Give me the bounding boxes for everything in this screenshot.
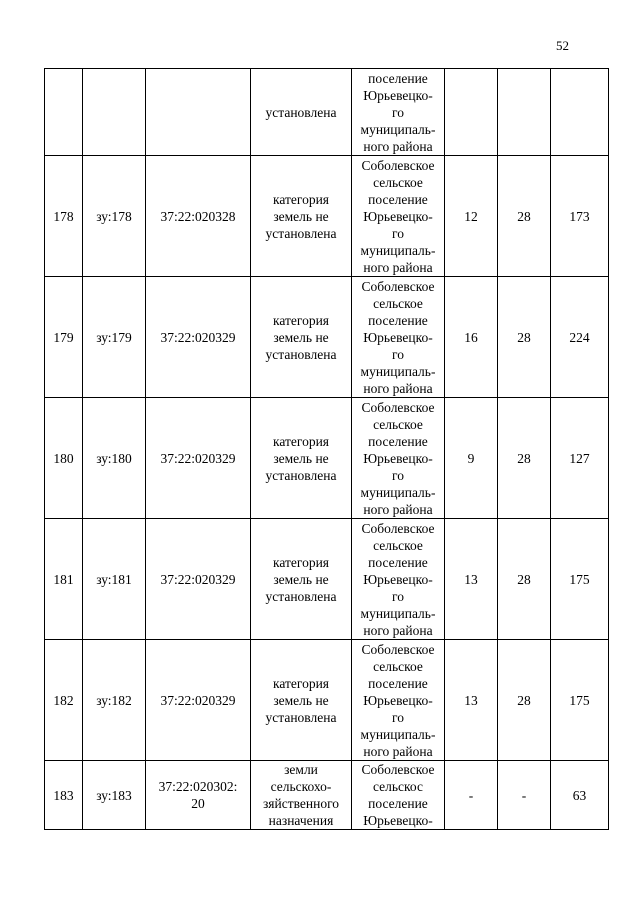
plot-id-cell bbox=[83, 69, 146, 156]
location-line: сельское bbox=[373, 174, 423, 190]
location-line: го bbox=[392, 467, 404, 483]
location-line: сельское bbox=[373, 295, 423, 311]
land-category-line: установлена bbox=[265, 225, 337, 241]
plot-id-cell: зу:181 bbox=[83, 519, 146, 640]
value-3-cell: 173 bbox=[551, 156, 609, 277]
location-line: поселение bbox=[368, 433, 428, 449]
cadastral-number-cell bbox=[146, 761, 251, 830]
row-number-cell: 182 bbox=[45, 640, 83, 761]
row-number-cell: 180 bbox=[45, 398, 83, 519]
location-line: ного района bbox=[363, 380, 433, 396]
location-line: ного района bbox=[363, 622, 433, 638]
location-line: сельскос bbox=[373, 779, 423, 794]
land-category-line: категория bbox=[272, 191, 330, 207]
land-category-line: категория bbox=[272, 312, 330, 328]
location-line: Юрьевецко- bbox=[363, 571, 433, 587]
land-category-line: категория bbox=[272, 675, 330, 691]
value-2-cell: 28 bbox=[498, 398, 551, 519]
location-line: го bbox=[392, 709, 404, 725]
location-line: поселение bbox=[368, 796, 428, 811]
location-line: поселение bbox=[368, 675, 428, 691]
location-line: поселение bbox=[368, 312, 428, 328]
location-line: муниципаль- bbox=[360, 484, 436, 500]
location-line: ного района bbox=[363, 743, 433, 759]
land-category-line: категория bbox=[272, 554, 330, 570]
land-category-line: установлена bbox=[265, 104, 337, 120]
value-2-cell: - bbox=[498, 761, 551, 830]
table-row bbox=[45, 398, 609, 519]
value-2-cell: 28 bbox=[498, 156, 551, 277]
value-3-cell bbox=[551, 69, 609, 156]
plot-id-cell: зу:179 bbox=[83, 277, 146, 398]
land-category-line: зяйственного bbox=[262, 796, 340, 811]
location-line: сельское bbox=[373, 416, 423, 432]
land-category-line: категория bbox=[272, 433, 330, 449]
location-line: Юрьевецко- bbox=[363, 450, 433, 466]
land-category-cell bbox=[251, 277, 352, 398]
land-category-line: сельскохо- bbox=[270, 779, 332, 794]
land-category-line: земель не bbox=[273, 208, 329, 224]
location-line: Юрьевецко- bbox=[363, 813, 433, 828]
land-category-line: земель не bbox=[273, 329, 329, 345]
location-cell bbox=[352, 398, 445, 519]
location-cell bbox=[352, 519, 445, 640]
land-category-line: установлена bbox=[265, 709, 337, 725]
location-line: го bbox=[392, 225, 404, 241]
value-3-cell: 63 bbox=[551, 761, 609, 830]
value-1-cell bbox=[445, 69, 498, 156]
row-number-cell bbox=[45, 69, 83, 156]
plot-id-cell: зу:182 bbox=[83, 640, 146, 761]
location-cell bbox=[352, 277, 445, 398]
plot-id-cell: зу:183 bbox=[83, 761, 146, 830]
location-line: муниципаль- bbox=[360, 242, 436, 258]
location-line: Юрьевецко- bbox=[363, 692, 433, 708]
value-3-cell: 175 bbox=[551, 640, 609, 761]
location-line: Юрьевецко- bbox=[363, 329, 433, 345]
land-category-line: назначения bbox=[268, 813, 334, 828]
location-line: поселение bbox=[368, 70, 428, 86]
value-2-cell: 28 bbox=[498, 519, 551, 640]
plot-id-cell: зу:178 bbox=[83, 156, 146, 277]
location-cell bbox=[352, 69, 445, 156]
location-line: муниципаль- bbox=[360, 121, 436, 137]
cadastral-number-line: 20 bbox=[191, 796, 205, 811]
value-2-cell: 28 bbox=[498, 640, 551, 761]
land-category-line: земель не bbox=[273, 571, 329, 587]
location-line: Соболевское bbox=[361, 157, 435, 173]
location-line: го bbox=[392, 588, 404, 604]
table-row bbox=[45, 519, 609, 640]
location-line: го bbox=[392, 104, 404, 120]
location-line: Соболевское bbox=[361, 520, 435, 536]
location-line: Соболевское bbox=[361, 641, 435, 657]
land-category-cell bbox=[251, 156, 352, 277]
location-line: сельское bbox=[373, 537, 423, 553]
cadastral-number-cell: 37:22:020329 bbox=[146, 640, 251, 761]
value-2-cell bbox=[498, 69, 551, 156]
location-line: ного района bbox=[363, 259, 433, 275]
land-category-line: земель не bbox=[273, 692, 329, 708]
location-line: муниципаль- bbox=[360, 726, 436, 742]
location-cell bbox=[352, 156, 445, 277]
location-line: поселение bbox=[368, 554, 428, 570]
location-cell bbox=[352, 640, 445, 761]
table-row-continued bbox=[45, 69, 609, 156]
land-category-cell bbox=[251, 69, 352, 156]
table-row bbox=[45, 156, 609, 277]
value-1-cell: - bbox=[445, 761, 498, 830]
cadastral-number-cell: 37:22:020329 bbox=[146, 398, 251, 519]
location-line: Соболевское bbox=[361, 762, 435, 777]
location-line: го bbox=[392, 346, 404, 362]
plot-id-cell: зу:180 bbox=[83, 398, 146, 519]
location-line: муниципаль- bbox=[360, 605, 436, 621]
value-1-cell: 12 bbox=[445, 156, 498, 277]
value-1-cell: 13 bbox=[445, 640, 498, 761]
table-row bbox=[45, 640, 609, 761]
cadastral-number-cell bbox=[146, 69, 251, 156]
land-plot-table bbox=[44, 68, 609, 830]
value-2-cell: 28 bbox=[498, 277, 551, 398]
value-3-cell: 224 bbox=[551, 277, 609, 398]
location-line: ного района bbox=[363, 138, 433, 154]
location-line: ного района bbox=[363, 501, 433, 517]
value-3-cell: 127 bbox=[551, 398, 609, 519]
land-category-line: земли bbox=[284, 762, 318, 777]
row-number-cell: 183 bbox=[45, 761, 83, 830]
cadastral-number-cell: 37:22:020328 bbox=[146, 156, 251, 277]
table-row bbox=[45, 761, 609, 830]
value-1-cell: 16 bbox=[445, 277, 498, 398]
page-number: 52 bbox=[556, 38, 569, 53]
location-line: Юрьевецко- bbox=[363, 208, 433, 224]
cadastral-number-cell: 37:22:020329 bbox=[146, 277, 251, 398]
row-number-cell: 179 bbox=[45, 277, 83, 398]
table-row bbox=[45, 277, 609, 398]
land-category-line: земель не bbox=[273, 450, 329, 466]
land-category-line: установлена bbox=[265, 467, 337, 483]
value-1-cell: 13 bbox=[445, 519, 498, 640]
row-number-cell: 181 bbox=[45, 519, 83, 640]
value-1-cell: 9 bbox=[445, 398, 498, 519]
table-body bbox=[45, 69, 609, 830]
location-cell bbox=[352, 761, 445, 830]
location-line: муниципаль- bbox=[360, 363, 436, 379]
land-category-cell bbox=[251, 519, 352, 640]
cadastral-number-cell: 37:22:020329 bbox=[146, 519, 251, 640]
land-category-cell bbox=[251, 640, 352, 761]
row-number-cell: 178 bbox=[45, 156, 83, 277]
land-category-line: установлена bbox=[265, 588, 337, 604]
location-line: Соболевское bbox=[361, 278, 435, 294]
location-line: сельское bbox=[373, 658, 423, 674]
land-category-cell bbox=[251, 398, 352, 519]
location-line: Соболевское bbox=[361, 399, 435, 415]
land-category-cell bbox=[251, 761, 352, 830]
land-category-line: установлена bbox=[265, 346, 337, 362]
cadastral-number-line: 37:22:020302: bbox=[158, 779, 238, 794]
location-line: Юрьевецко- bbox=[363, 87, 433, 103]
location-line: поселение bbox=[368, 191, 428, 207]
value-3-cell: 175 bbox=[551, 519, 609, 640]
